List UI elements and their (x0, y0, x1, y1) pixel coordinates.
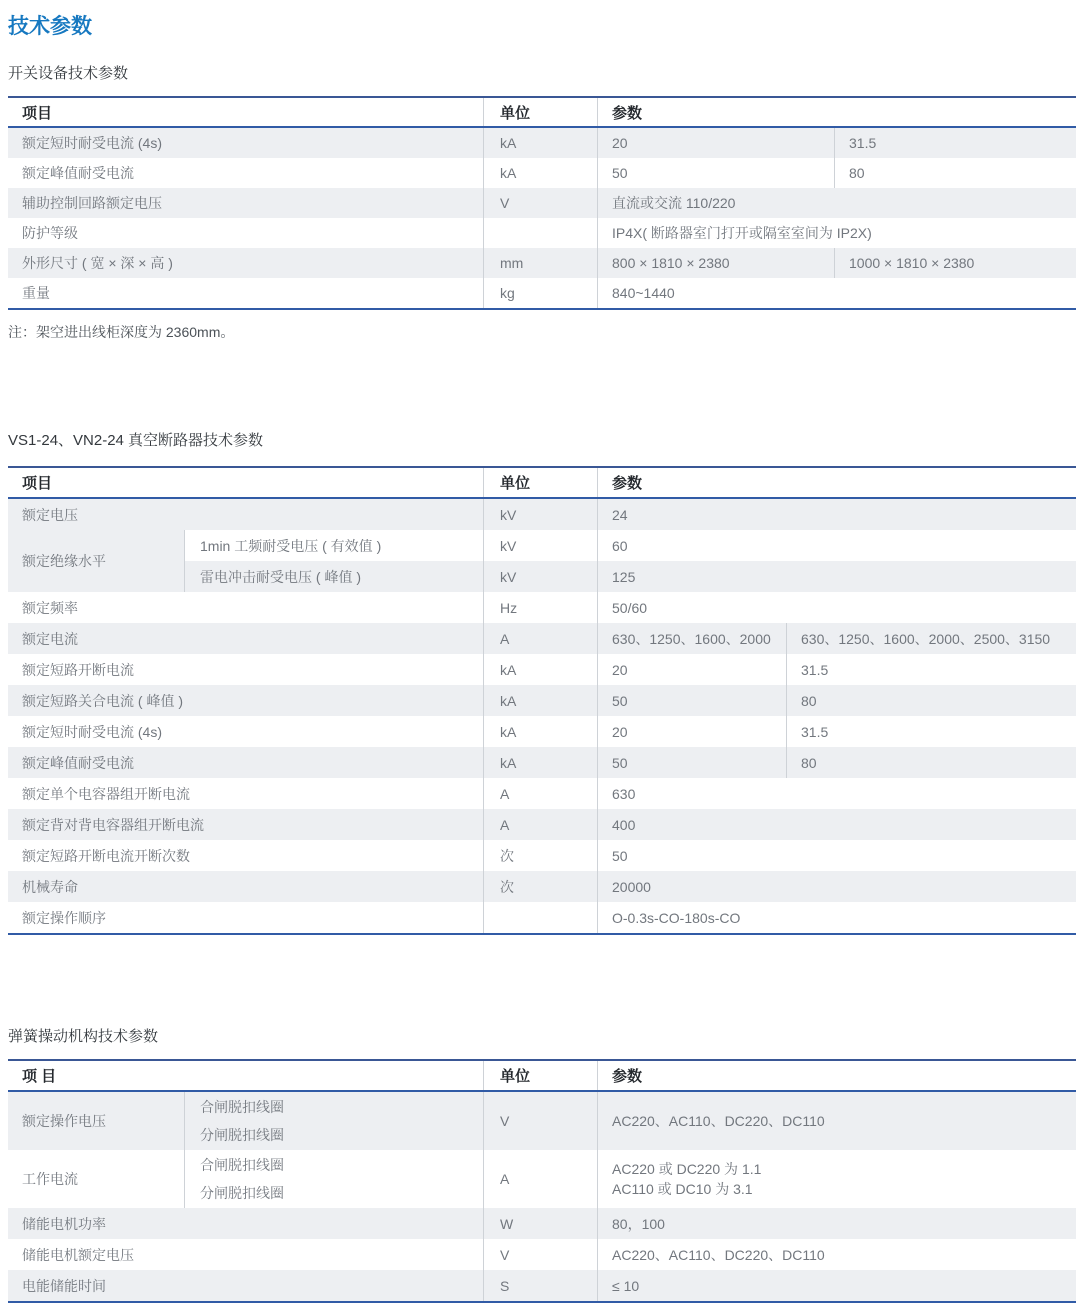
parameters-table (8, 466, 1076, 935)
item-cell: 额定峰值耐受电流 (8, 158, 484, 188)
value-cell (598, 128, 1076, 158)
table-caption: 弹簧操动机构技术参数 (8, 1028, 159, 1045)
value-cell: 840~1440 (612, 285, 675, 301)
item-cell: 防护等级 (8, 218, 484, 248)
unit-cell: A (484, 623, 598, 654)
unit-cell: W (484, 1208, 598, 1239)
table-row-group (8, 1092, 1076, 1150)
unit-cell: kA (484, 158, 598, 188)
unit-cell: A (484, 1150, 598, 1208)
table-row (8, 188, 1076, 218)
sub-item-cell: 雷电冲击耐受电压 ( 峰值 ) (185, 561, 484, 592)
value-cell (598, 685, 1076, 716)
value-cell: 125 (612, 568, 636, 585)
item-cell: 重量 (8, 278, 484, 308)
item-cell: 额定频率 (8, 592, 484, 623)
sub-label-cell (185, 1150, 484, 1208)
sub-label: 合闸脱扣线圈 (200, 1099, 284, 1115)
sub-item-cell: 1min 工频耐受电压 ( 有效值 ) (185, 530, 484, 561)
group-label-cell: 额定绝缘水平 (8, 530, 185, 592)
table-row (8, 685, 1076, 716)
col-header-item: 项目 (8, 98, 484, 126)
group-subrows (185, 530, 1076, 592)
table-caption: VS1-24、VN2-24 真空断路器技术参数 (8, 432, 264, 449)
item-cell: 机械寿命 (8, 871, 484, 902)
col-header-value: 参数 (612, 475, 643, 492)
group-label-cell: 工作电流 (8, 1150, 185, 1208)
col-header-unit: 单位 (484, 468, 598, 497)
sections-container (8, 64, 1060, 1303)
value-cell: 50 (612, 847, 628, 864)
table-header-row (8, 98, 1076, 128)
value-cell: IP4X( 断路器室门打开或隔室室间为 IP2X) (612, 225, 872, 241)
unit-cell: S (484, 1270, 598, 1301)
sub-label-cell (185, 1092, 484, 1150)
unit-cell: kA (484, 685, 598, 716)
unit-cell: 次 (484, 840, 598, 871)
table-row (8, 840, 1076, 871)
value-cell-left: 630、1250、1600、2000 (598, 623, 787, 654)
value-cell: AC220、AC110、DC220、DC110 (612, 1246, 825, 1263)
table-row (8, 218, 1076, 248)
parameters-table (8, 1059, 1076, 1303)
unit-cell: V (484, 1239, 598, 1270)
unit-cell (484, 218, 598, 248)
unit-cell: 次 (484, 871, 598, 902)
value-cell: O-0.3s-CO-180s-CO (612, 909, 741, 926)
table-row (8, 499, 1076, 530)
table-row-group (8, 530, 1076, 592)
item-cell: 额定电压 (8, 499, 484, 530)
table-row-group (8, 1150, 1076, 1208)
value-cell: 24 (612, 506, 628, 523)
value-cell: ≤ 10 (612, 1277, 640, 1294)
value-cell (598, 158, 1076, 188)
value-line: AC220、AC110、DC220、DC110 (612, 1113, 825, 1129)
item-cell: 额定操作顺序 (8, 902, 484, 933)
value-cell-right: 80 (849, 165, 865, 181)
item-cell: 电能储能时间 (8, 1270, 484, 1301)
unit-cell: Hz (484, 592, 598, 623)
value-cell-right: 31.5 (801, 723, 829, 740)
col-header-item: 项目 (8, 468, 484, 497)
value-cell (598, 623, 1076, 654)
value-cell (598, 747, 1076, 778)
table-row (8, 278, 1076, 308)
table-row (8, 871, 1076, 902)
value-cell: 630 (612, 785, 636, 802)
item-cell: 储能电机功率 (8, 1208, 484, 1239)
value-cell: 直流或交流 110/220 (612, 195, 736, 211)
table-row (8, 1270, 1076, 1301)
value-cell-left: 50 (598, 685, 787, 716)
table-header-row (8, 1061, 1076, 1092)
value-cell-left: 20 (598, 654, 787, 685)
table-row (8, 1208, 1076, 1239)
col-header-item: 项 目 (8, 1061, 484, 1090)
item-cell: 辅助控制回路额定电压 (8, 188, 484, 218)
item-cell: 外形尺寸 ( 宽 × 深 × 高 ) (8, 248, 484, 278)
table-row (8, 902, 1076, 933)
table-row (8, 158, 1076, 188)
value-cell (598, 654, 1076, 685)
section-1 (8, 431, 1060, 935)
value-cell-left: 50 (598, 158, 835, 188)
table-row (8, 654, 1076, 685)
value-cell (598, 248, 1076, 278)
unit-cell: kV (484, 561, 598, 592)
value-cell: 400 (612, 816, 636, 833)
section-0 (8, 64, 1060, 341)
sub-label: 分闸脱扣线圈 (200, 1127, 284, 1143)
table-row (8, 128, 1076, 158)
value-cell: 60 (612, 537, 628, 554)
unit-cell: kA (484, 128, 598, 158)
table-caption: 开关设备技术参数 (8, 65, 129, 82)
unit-cell: V (484, 188, 598, 218)
unit-cell: A (484, 778, 598, 809)
value-cell-left: 20 (598, 128, 835, 158)
table-subrow (185, 530, 1076, 561)
parameters-table (8, 96, 1076, 310)
value-cell (598, 1092, 1076, 1150)
unit-cell: mm (484, 248, 598, 278)
unit-cell: kA (484, 654, 598, 685)
table-row (8, 778, 1076, 809)
item-cell: 额定单个电容器组开断电流 (8, 778, 484, 809)
table-row (8, 592, 1076, 623)
value-cell-right: 630、1250、1600、2000、2500、3150 (801, 630, 1051, 647)
item-cell: 额定短路开断电流 (8, 654, 484, 685)
value-cell-right: 80 (801, 754, 817, 771)
unit-cell (484, 902, 598, 933)
col-header-value: 参数 (612, 104, 643, 122)
value-cell-right: 80 (801, 692, 817, 709)
item-cell: 储能电机额定电压 (8, 1239, 484, 1270)
table-header-row (8, 468, 1076, 499)
item-cell: 额定短路开断电流开断次数 (8, 840, 484, 871)
unit-cell: kg (484, 278, 598, 308)
group-label-cell: 额定操作电压 (8, 1092, 185, 1150)
value-line: AC220 或 DC220 为 1.1 (612, 1161, 762, 1177)
item-cell: 额定峰值耐受电流 (8, 747, 484, 778)
page-title: 技术参数 (8, 15, 92, 38)
table-row (8, 747, 1076, 778)
value-cell: 50/60 (612, 599, 648, 616)
value-cell-right: 31.5 (849, 135, 877, 151)
value-cell-right: 31.5 (801, 661, 829, 678)
item-cell: 额定短时耐受电流 (4s) (8, 716, 484, 747)
table-row (8, 809, 1076, 840)
unit-cell: A (484, 809, 598, 840)
value-cell (598, 716, 1076, 747)
value-cell: 20000 (612, 878, 651, 895)
value-cell: 80，100 (612, 1215, 665, 1232)
unit-cell: kV (484, 499, 598, 530)
sub-label: 分闸脱扣线圈 (200, 1185, 284, 1201)
table-subrow (185, 561, 1076, 592)
unit-cell: kA (484, 747, 598, 778)
col-header-value: 参数 (612, 1068, 643, 1085)
value-cell-right: 1000 × 1810 × 2380 (849, 255, 975, 271)
section-2 (8, 1027, 1060, 1303)
table-note: 注：架空进出线柜深度为 2360mm。 (8, 324, 235, 340)
unit-cell: V (484, 1092, 598, 1150)
table-row (8, 1239, 1076, 1270)
sub-label: 合闸脱扣线圈 (200, 1157, 284, 1173)
value-cell (598, 1150, 1076, 1208)
item-cell: 额定短时耐受电流 (4s) (8, 128, 484, 158)
value-cell-left: 50 (598, 747, 787, 778)
unit-cell: kV (484, 530, 598, 561)
value-line: AC110 或 DC10 为 3.1 (612, 1181, 753, 1197)
item-cell: 额定电流 (8, 623, 484, 654)
table-row (8, 623, 1076, 654)
value-cell-left: 800 × 1810 × 2380 (598, 248, 835, 278)
table-row (8, 716, 1076, 747)
col-header-unit: 单位 (484, 98, 598, 126)
col-header-unit: 单位 (484, 1061, 598, 1090)
table-row (8, 248, 1076, 278)
value-cell-left: 20 (598, 716, 787, 747)
item-cell: 额定短路关合电流 ( 峰值 ) (8, 685, 484, 716)
item-cell: 额定背对背电容器组开断电流 (8, 809, 484, 840)
unit-cell: kA (484, 716, 598, 747)
